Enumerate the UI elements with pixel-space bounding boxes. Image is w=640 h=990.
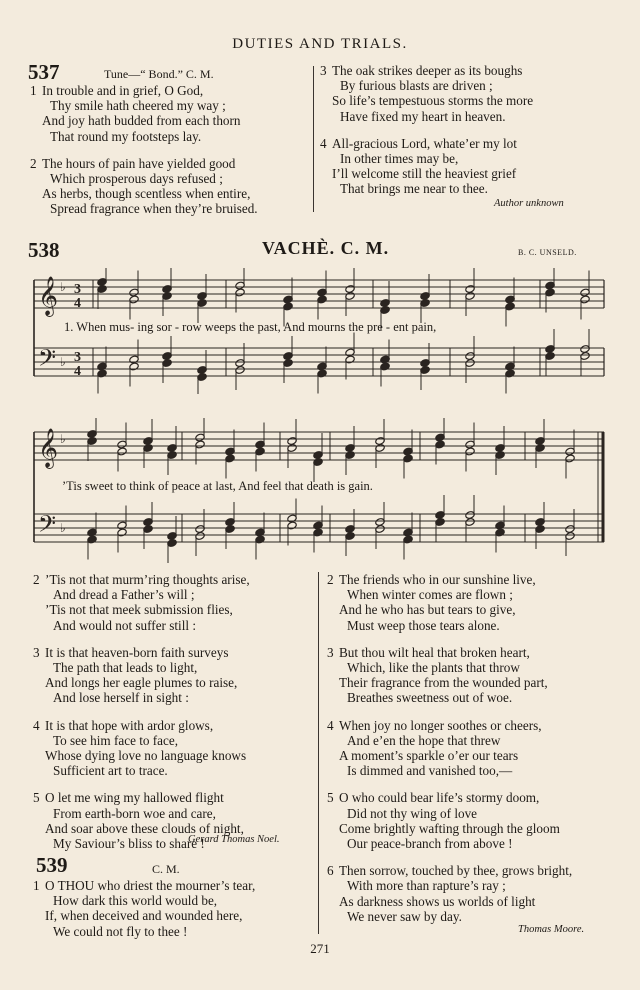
time-signature: 4 bbox=[74, 364, 81, 379]
verse-line: And e’en the hope that threw bbox=[347, 732, 501, 748]
verse-number: 4 bbox=[327, 717, 334, 733]
verse-line: Their fragrance from the wounded part, bbox=[339, 675, 548, 691]
verse-line: I’ll welcome still the heaviest grief bbox=[332, 166, 517, 182]
verse-text: When joy no longer soothes or cheers, bbox=[339, 717, 542, 733]
verse-line bbox=[327, 718, 572, 733]
verse-line: Have fixed my heart in heaven. bbox=[340, 108, 506, 124]
hymn-539-number: 539 bbox=[36, 853, 68, 877]
verse-number: 2 bbox=[33, 572, 40, 587]
verse-line: In other times may be, bbox=[340, 151, 459, 167]
hymn-538-lyrics-line-2: ’Tis sweet to think of peace at last, And feel that death is gain. bbox=[62, 479, 373, 493]
verse-number: 3 bbox=[327, 644, 334, 660]
page-header: DUTIES AND TRIALS. bbox=[232, 36, 408, 52]
verse-stanza bbox=[327, 645, 572, 706]
verse-line bbox=[33, 790, 250, 805]
time-signature: 3 bbox=[74, 350, 81, 365]
verse-line bbox=[30, 83, 258, 98]
verse-number: 1 bbox=[30, 83, 37, 98]
verse-line bbox=[33, 718, 250, 733]
verse-line: Thy smile hath cheered my way ; bbox=[50, 98, 226, 114]
hymn-538-lyrics-line-1: 1. When mus- ing sor - row weeps the past, And mourns the pre - ent pain, bbox=[64, 320, 437, 334]
verse-line: Breathes sweetness out of woe. bbox=[347, 690, 513, 706]
verse-line: And dread a Father’s will ; bbox=[53, 587, 195, 603]
verse-line: A moment’s sparkle o’er our tears bbox=[339, 748, 519, 764]
verse-stanza bbox=[320, 136, 533, 197]
verse-line bbox=[30, 156, 258, 171]
verse-text: The friends who in our sunshine live, bbox=[339, 572, 536, 587]
verse-line: And longs her eagle plumes to raise, bbox=[45, 675, 238, 691]
verse-stanza bbox=[327, 572, 572, 633]
treble-clef-icon: 𝄞 bbox=[38, 430, 59, 467]
verse-text: O THOU who driest the mourner’s tear, bbox=[45, 878, 256, 893]
verse-line: Is dimmed and vanished too,— bbox=[347, 763, 513, 779]
verse-line: Whose dying love no language knows bbox=[45, 748, 247, 764]
verse-stanza bbox=[33, 718, 250, 779]
verse-line: We never saw by day. bbox=[347, 908, 462, 924]
hymn-539-meter: C. M. bbox=[152, 862, 180, 876]
verse-text: All-gracious Lord, whate’er my lot bbox=[332, 135, 517, 151]
verse-text: In trouble and in grief, O God, bbox=[42, 83, 204, 98]
verse-number: 3 bbox=[320, 63, 327, 78]
verse-line bbox=[33, 878, 255, 893]
hymn-538-composer: B. C. UNSELD. bbox=[518, 248, 577, 257]
verse-number: 5 bbox=[33, 790, 40, 806]
verse-line bbox=[33, 572, 250, 587]
verse-line: As herbs, though scentless when entire, bbox=[42, 186, 251, 202]
flat-icon: ♭ bbox=[60, 280, 66, 294]
verse-line: Must weep those tears alone. bbox=[347, 617, 500, 633]
hymn-537-author: Author unknown bbox=[494, 198, 564, 209]
verse-line: Did not thy wing of love bbox=[347, 805, 478, 821]
verse-line: And soar above these clouds of night, bbox=[45, 820, 244, 836]
verse-line: ’Tis not that meek submission flies, bbox=[45, 602, 233, 618]
time-signature: 3 bbox=[74, 282, 81, 297]
verse-stanza bbox=[327, 718, 572, 779]
hymn-538-author: Gerard Thomas Noel. bbox=[188, 834, 280, 845]
verse-line bbox=[327, 863, 572, 878]
verse-text: The oak strikes deeper as its boughs bbox=[332, 63, 523, 78]
time-signature: 4 bbox=[74, 296, 81, 311]
verse-line bbox=[320, 136, 533, 151]
hymn-537-tune: Tune—“ Bond.” C. M. bbox=[104, 67, 214, 81]
verse-text: Then sorrow, touched by thee, grows bright, bbox=[339, 863, 573, 879]
verse-number: 2 bbox=[327, 572, 334, 587]
verse-text: It is that heaven-born faith surveys bbox=[45, 644, 229, 660]
page-number: 271 bbox=[310, 941, 330, 956]
verse-line bbox=[327, 645, 572, 660]
verse-number: 4 bbox=[33, 717, 40, 733]
verse-number: 3 bbox=[33, 644, 40, 660]
verse-line: By furious blasts are driven ; bbox=[340, 78, 493, 94]
verse-line: And he who has but tears to give, bbox=[339, 602, 516, 618]
hymn-538-verses bbox=[33, 572, 250, 851]
hymn-538-number: 538 bbox=[28, 238, 60, 262]
verse-line: Which, like the plants that throw bbox=[347, 660, 520, 676]
bass-clef-icon: 𝄢 bbox=[38, 512, 57, 543]
verse-line bbox=[320, 63, 533, 78]
column-divider bbox=[313, 66, 314, 212]
verse-line: Come brightly wafting through the gloom bbox=[339, 820, 560, 836]
verse-line: When winter comes are flown ; bbox=[347, 587, 513, 603]
flat-icon: ♭ bbox=[60, 521, 66, 535]
hymn-537-left-verses bbox=[30, 83, 258, 217]
verse-stanza bbox=[327, 790, 572, 851]
verse-line: The path that leads to light, bbox=[53, 660, 198, 676]
verse-line bbox=[33, 645, 250, 660]
verse-number: 2 bbox=[30, 155, 37, 171]
verse-text: O who could bear life’s stormy doom, bbox=[339, 790, 540, 806]
verse-text: It is that hope with ardor glows, bbox=[45, 717, 214, 733]
verse-line: With more than rapture’s ray ; bbox=[347, 878, 506, 894]
verse-line: If, when deceived and wounded here, bbox=[45, 908, 243, 924]
verse-line bbox=[327, 572, 572, 587]
verse-line: Spread fragrance when they’re bruised. bbox=[50, 201, 258, 217]
verse-number: 1 bbox=[33, 878, 40, 893]
verse-line: To see him face to face, bbox=[53, 732, 179, 748]
verse-number: 4 bbox=[320, 135, 327, 151]
bass-clef-icon: 𝄢 bbox=[38, 346, 57, 377]
verse-text: O let me wing my hallowed flight bbox=[45, 790, 224, 806]
verse-line: That round my footsteps lay. bbox=[50, 128, 202, 144]
verse-stanza bbox=[30, 156, 258, 217]
verse-line: That brings me near to thee. bbox=[340, 181, 488, 197]
column-divider-2 bbox=[318, 572, 319, 934]
verse-text: The hours of pain have yielded good bbox=[42, 155, 236, 171]
verse-line: Which prosperous days refused ; bbox=[50, 171, 223, 187]
verse-line: My Saviour’s bliss to share ! bbox=[53, 836, 205, 852]
verse-line: Sufficient art to trace. bbox=[53, 763, 168, 779]
verse-stanza bbox=[33, 878, 255, 939]
verse-line: Our peace-branch from above ! bbox=[347, 836, 513, 852]
verse-line bbox=[327, 790, 572, 805]
hymn-539-verses bbox=[327, 572, 572, 924]
verse-stanza bbox=[30, 83, 258, 144]
treble-clef-icon: 𝄞 bbox=[38, 278, 59, 315]
hymn-537-right-verses bbox=[320, 63, 533, 197]
verse-number: 6 bbox=[327, 863, 334, 879]
verse-line: And lose herself in sight : bbox=[53, 690, 189, 706]
verse-text: ’Tis not that murm’ring thoughts arise, bbox=[45, 572, 250, 587]
flat-icon: ♭ bbox=[60, 432, 66, 446]
flat-icon: ♭ bbox=[60, 355, 66, 369]
hymn-538-title: VACHÈ. C. M. bbox=[262, 238, 390, 258]
verse-line: We could not fly to thee ! bbox=[53, 923, 188, 939]
verse-line: As darkness shows us worlds of light bbox=[339, 893, 536, 909]
verse-line: So life’s tempestuous storms the more bbox=[332, 93, 534, 109]
verse-stanza bbox=[33, 645, 250, 706]
verse-stanza bbox=[320, 63, 533, 124]
verse-line: And would not suffer still : bbox=[53, 617, 196, 633]
verse-text: But thou wilt heal that broken heart, bbox=[339, 644, 530, 660]
hymn-539-verse-1 bbox=[33, 878, 255, 939]
hymn-537-number: 537 bbox=[28, 60, 60, 84]
verse-line: And joy hath budded from each thorn bbox=[42, 113, 241, 129]
hymn-539-author: Thomas Moore. bbox=[518, 924, 585, 935]
verse-number: 5 bbox=[327, 790, 334, 806]
verse-stanza bbox=[327, 863, 572, 924]
verse-line: How dark this world would be, bbox=[53, 893, 218, 909]
verse-line: From earth-born woe and care, bbox=[53, 805, 216, 821]
verse-stanza bbox=[33, 572, 250, 633]
